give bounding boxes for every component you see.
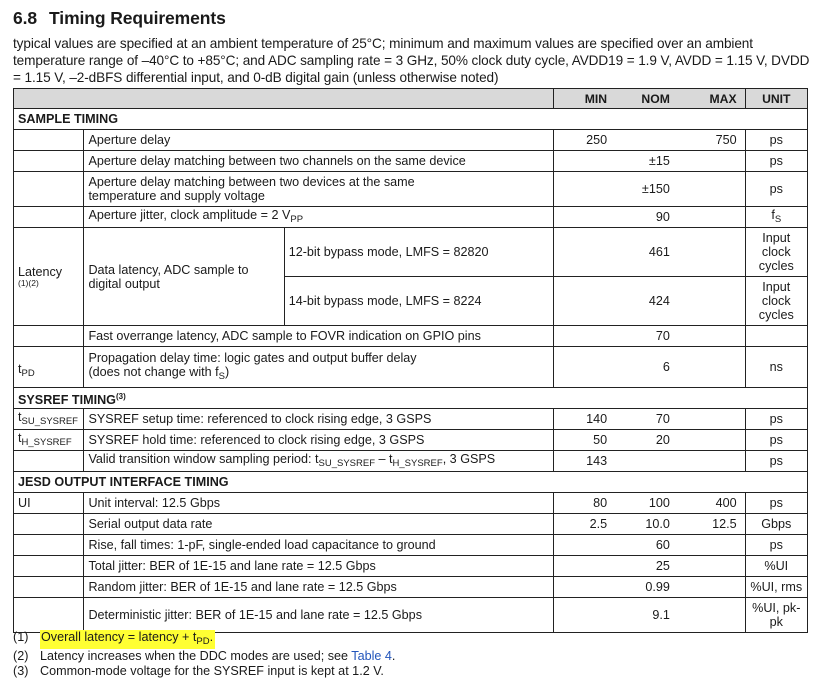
symbol-cell: [14, 228, 84, 326]
nom-value: 70: [655, 412, 670, 426]
section-label: [14, 388, 808, 409]
header-unit: UNIT: [745, 89, 807, 109]
values-cell: [554, 556, 745, 577]
footnote-number: (3): [13, 664, 29, 678]
symbol-cell: [14, 409, 84, 430]
nom-value: 70: [655, 329, 670, 343]
header-max: MAX: [709, 91, 737, 106]
values-cell: [554, 326, 745, 347]
symbol-text: t: [18, 362, 22, 376]
desc-text: Aperture jitter, clock amplitude = 2 V: [88, 207, 291, 222]
table-row: [14, 577, 808, 598]
values-cell: [554, 130, 745, 151]
desc-cell: Serial output data rate: [84, 514, 554, 535]
table-row: [14, 556, 808, 577]
values-cell: [554, 430, 745, 451]
nom-value: ±150: [641, 182, 670, 196]
nom-value: 20: [655, 433, 670, 447]
header-nom: NOM: [641, 91, 670, 106]
desc-cell: Deterministic jitter: BER of 1E-15 and lane rate = 12.5 Gbps: [84, 598, 554, 633]
footnote-end: .: [209, 630, 214, 644]
values-cell: [554, 451, 745, 472]
unit-text: f: [771, 207, 775, 222]
footnote-highlight: [40, 630, 215, 649]
footnote-number: (1): [13, 630, 29, 644]
table-header-row: [14, 89, 808, 109]
header-min: MIN: [584, 91, 608, 106]
values-cell: [554, 598, 745, 633]
desc-part: – t: [375, 451, 393, 466]
unit-cell: [745, 207, 807, 228]
desc-subscript: SU_SYSREF: [318, 457, 376, 469]
symbol-cell: UI: [14, 493, 84, 514]
values-cell: [554, 151, 745, 172]
footnote-text: Common-mode voltage for the SYSREF input is kept at 1.2 V.: [40, 664, 384, 678]
table-row: [14, 207, 808, 228]
footnote-text: Overall latency = latency + t: [41, 630, 197, 644]
section-row-jesd-timing: [14, 472, 808, 493]
min-value: 80: [593, 496, 608, 510]
section-title-text: Timing Requirements: [49, 8, 226, 28]
desc-cell: [84, 228, 284, 326]
symbol-cell: [14, 514, 84, 535]
desc-cell: Fast overrange latency, ADC sample to FOVR indication on GPIO pins: [84, 326, 554, 347]
section-row-sysref-timing: [14, 388, 808, 409]
unit-cell: ps: [745, 130, 807, 151]
symbol-cell: [14, 347, 84, 388]
symbol-cell: [14, 326, 84, 347]
desc-part: Valid transition window sampling period: t: [88, 451, 319, 466]
nom-value: 461: [648, 245, 670, 259]
min-value: 2.5: [589, 517, 608, 531]
nom-value: 9.1: [652, 608, 670, 622]
symbol-cell: [14, 598, 84, 633]
values-cell: [554, 577, 745, 598]
symbol-cell: [14, 172, 84, 207]
symbol-cell: [14, 151, 84, 172]
symbol-cell: [14, 130, 84, 151]
unit-cell: [745, 326, 807, 347]
values-cell: [554, 172, 745, 207]
unit-cell: ps: [745, 172, 807, 207]
min-value: 143: [586, 454, 608, 468]
desc-cell: SYSREF setup time: referenced to clock rising edge, 3 GSPS: [84, 409, 554, 430]
footnote-2: [13, 649, 395, 664]
min-value: 250: [586, 133, 608, 147]
nom-value: 424: [648, 294, 670, 308]
desc-cell: Aperture delay matching between two channels on the same device: [84, 151, 554, 172]
values-cell: [554, 514, 745, 535]
symbol-subscript: SU_SYSREF: [21, 415, 78, 427]
desc-cell: [84, 207, 554, 228]
unit-subscript: S: [774, 213, 782, 225]
footnote-1: [13, 630, 395, 649]
header-param: [14, 89, 554, 109]
symbol-text: t: [18, 409, 22, 424]
footnotes: [13, 630, 395, 679]
table-row-tpd: [14, 347, 808, 388]
desc-cell: Rise, fall times: 1-pF, single-ended load capacitance to ground: [84, 535, 554, 556]
desc-cell: SYSREF hold time: referenced to clock rising edge, 3 GSPS: [84, 430, 554, 451]
desc-subscript: PP: [290, 213, 304, 225]
nom-value: 10.0: [645, 517, 670, 531]
symbol-cell: [14, 535, 84, 556]
unit-cell: ps: [745, 493, 807, 514]
min-value: 140: [586, 412, 608, 426]
table-row: [14, 493, 808, 514]
table-row: [14, 514, 808, 535]
section-intro: typical values are specified at an ambient temperature of 25°C; minimum and maximum values are specified over an ambient temperature range of –40°C to +85°C; and ADC sampling rate = 3 GHz, 50% clock duty cycle, AVDD19 = 1.9 V, AVDD = 1.15 V, DVDD = 1.15 V, –2-dBFS differential input, and 0-dB digital gain (unless otherwise noted): [13, 36, 810, 85]
header-values: [554, 89, 745, 109]
desc-line2-subscript: S: [218, 370, 225, 382]
values-cell: [554, 409, 745, 430]
section-label-text: SYSREF TIMING: [18, 392, 116, 407]
max-value: 750: [715, 133, 737, 147]
desc-cell: Total jitter: BER of 1E-15 and lane rate = 12.5 Gbps: [84, 556, 554, 577]
desc-cell: [84, 172, 554, 207]
latency-notes: (1)(2): [18, 278, 39, 288]
desc-part: , 3 GSPS: [442, 451, 496, 466]
desc-line1: Propagation delay time: logic gates and output buffer delay: [88, 350, 417, 365]
unit-cell: %UI, rms: [745, 577, 807, 598]
unit-cell: Gbps: [745, 514, 807, 535]
unit-cell: ps: [745, 151, 807, 172]
table-row: [14, 598, 808, 633]
section-label: SAMPLE TIMING: [14, 109, 808, 130]
table-row: [14, 172, 808, 207]
footnote-end: .: [391, 649, 396, 663]
unit-cell: %UI: [745, 556, 807, 577]
section-row-sample-timing: [14, 109, 808, 130]
symbol-cell: [14, 451, 84, 472]
footnote-subscript: PD: [196, 636, 210, 647]
desc-line2: (does not change with f: [88, 364, 219, 379]
footnote-3: [13, 664, 395, 679]
table-row: [14, 535, 808, 556]
desc-text: Aperture delay matching between two devices at the same temperature and supply voltage: [88, 175, 415, 203]
table-row: [14, 130, 808, 151]
desc-cell: Unit interval: 12.5 Gbps: [84, 493, 554, 514]
symbol-text: t: [18, 430, 22, 445]
nom-value: 0.99: [645, 580, 670, 594]
unit-cell: ps: [745, 430, 807, 451]
symbol-cell: [14, 207, 84, 228]
table-row-sysref-setup: [14, 409, 808, 430]
desc-cell: Aperture delay: [84, 130, 554, 151]
nom-value: ±15: [648, 154, 670, 168]
values-cell: [554, 493, 745, 514]
nom-value: 90: [655, 210, 670, 224]
table-row: [14, 326, 808, 347]
nom-value: 6: [662, 360, 670, 374]
unit-cell: ns: [745, 347, 807, 388]
unit-cell: %UI, pk-pk: [745, 598, 807, 633]
table-4-link[interactable]: Table 4: [351, 649, 392, 663]
values-cell: [554, 535, 745, 556]
table-row-latency-12bit: [14, 228, 808, 277]
section-number: 6.8: [13, 8, 38, 28]
min-value: 50: [593, 433, 608, 447]
desc-line2-end: ): [225, 364, 230, 379]
footnote-body: [40, 649, 395, 664]
desc-subscript: H_SYSREF: [392, 457, 443, 469]
table-row-valid-window: [14, 451, 808, 472]
cond-cell: 12-bit bypass mode, LMFS = 82820: [284, 228, 554, 277]
desc-cell: [84, 451, 554, 472]
unit-text: Input clock cycles: [758, 280, 794, 322]
values-cell: [554, 277, 745, 326]
section-label: JESD OUTPUT INTERFACE TIMING: [14, 472, 808, 493]
unit-cell: [745, 277, 807, 326]
symbol-cell: [14, 556, 84, 577]
symbol-cell: [14, 430, 84, 451]
max-value: 12.5: [712, 517, 737, 531]
section-label-note: (3): [115, 391, 126, 401]
footnote-text: Latency increases when the DDC modes are used; see: [40, 649, 352, 663]
symbol-cell: [14, 577, 84, 598]
values-cell: [554, 207, 745, 228]
nom-value: 60: [655, 538, 670, 552]
table-row: [14, 151, 808, 172]
desc-cell: [84, 347, 554, 388]
table-row-sysref-hold: [14, 430, 808, 451]
latency-desc: Data latency, ADC sample to digital output: [88, 262, 249, 291]
unit-cell: ps: [745, 409, 807, 430]
max-value: 400: [715, 496, 737, 510]
values-cell: [554, 347, 745, 388]
unit-cell: ps: [745, 451, 807, 472]
timing-requirements-table: [13, 88, 808, 633]
values-cell: [554, 228, 745, 277]
unit-cell: [745, 228, 807, 277]
nom-value: 100: [648, 496, 670, 510]
symbol-subscript: H_SYSREF: [21, 436, 72, 448]
desc-cell: Random jitter: BER of 1E-15 and lane rate = 12.5 Gbps: [84, 577, 554, 598]
nom-value: 25: [655, 559, 670, 573]
footnote-number: (2): [13, 649, 29, 663]
section-title: [13, 8, 226, 29]
unit-text: Input clock cycles: [758, 231, 794, 273]
unit-cell: ps: [745, 535, 807, 556]
latency-symbol: Latency: [18, 265, 63, 279]
cond-cell: 14-bit bypass mode, LMFS = 8224: [284, 277, 554, 326]
symbol-subscript: PD: [21, 368, 35, 379]
